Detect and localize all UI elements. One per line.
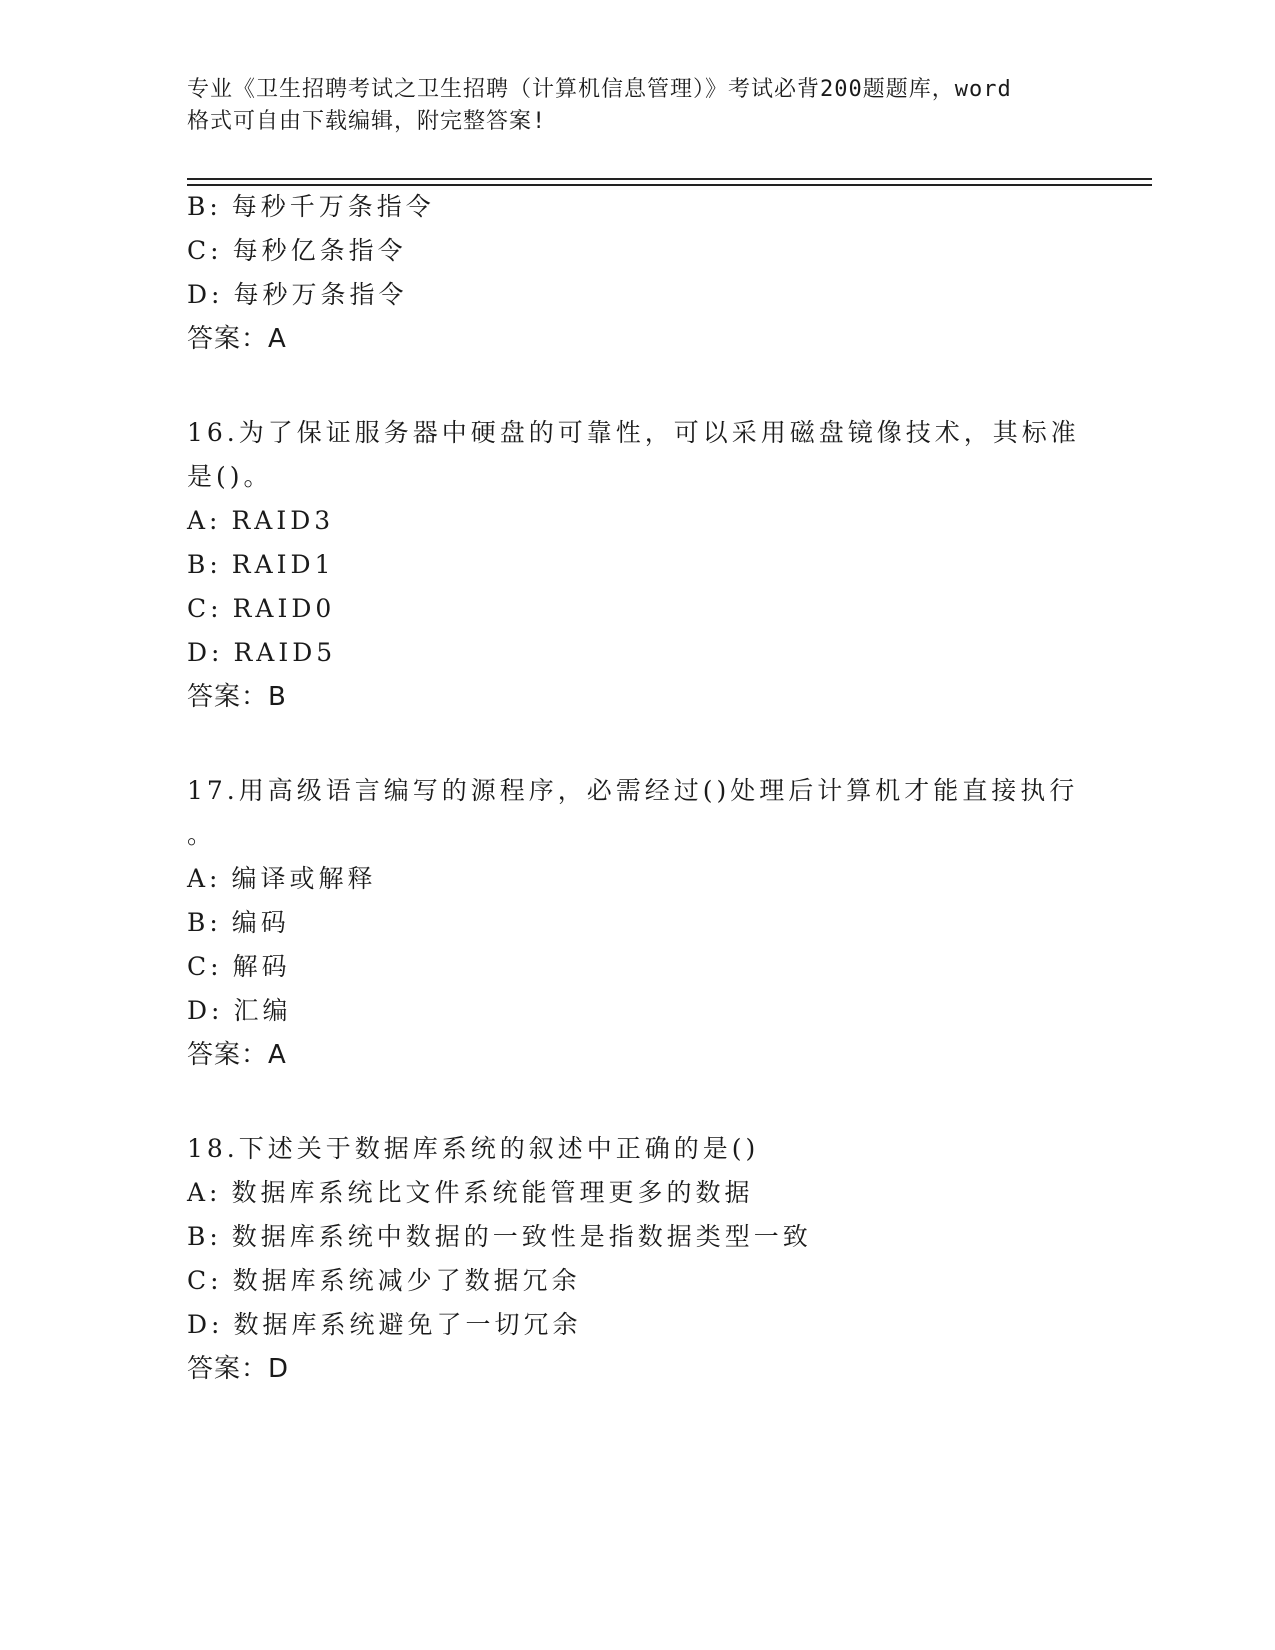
q18-answer: 答案：D xyxy=(187,1354,290,1384)
q18-option-a: A: 数据库系统比文件系统能管理更多的数据 xyxy=(187,1178,754,1207)
q18-option-b: B: 数据库系统中数据的一致性是指数据类型一致 xyxy=(187,1222,812,1251)
q16-answer: 答案：B xyxy=(187,682,287,712)
header-line-2: 格式可自由下载编辑，附完整答案! xyxy=(187,109,547,134)
q17-option-c: C: 解码 xyxy=(187,952,291,981)
q15-answer: 答案：A xyxy=(187,324,287,354)
q16-stem-line-1: 16.为了保证服务器中硬盘的可靠性，可以采用磁盘镜像技术，其标准 xyxy=(187,418,1080,447)
q17-option-a: A: 编译或解释 xyxy=(187,864,377,893)
q17-stem-line-1: 17.用高级语言编写的源程序，必需经过()处理后计算机才能直接执行 xyxy=(187,776,1079,805)
q16-stem-line-2: 是()。 xyxy=(187,462,273,491)
q15-option-d: D: 每秒万条指令 xyxy=(187,280,408,309)
q17-option-b: B: 编码 xyxy=(187,908,290,937)
q15-option-b: B: 每秒千万条指令 xyxy=(187,192,435,221)
q17-stem-line-2: 。 xyxy=(187,820,217,849)
q15-option-c: C: 每秒亿条指令 xyxy=(187,236,407,265)
q16-option-a: A: RAID3 xyxy=(187,506,335,535)
q18-option-c: C: 数据库系统减少了数据冗余 xyxy=(187,1266,581,1295)
q18-option-d: D: 数据库系统避免了一切冗余 xyxy=(187,1310,582,1339)
header-divider-top xyxy=(187,178,1152,180)
q16-option-b: B: RAID1 xyxy=(187,550,335,579)
document-header xyxy=(187,74,1087,138)
header-divider-bottom xyxy=(187,184,1152,186)
q17-answer: 答案：A xyxy=(187,1040,287,1070)
q18-stem-line-1: 18.下述关于数据库系统的叙述中正确的是() xyxy=(187,1134,760,1163)
q17-option-d: D: 汇编 xyxy=(187,996,292,1025)
header-line-1: 专业《卫生招聘考试之卫生招聘（计算机信息管理）》考试必背200题题库，word xyxy=(187,77,1012,102)
q16-option-c: C: RAID0 xyxy=(187,594,336,623)
q16-option-d: D: RAID5 xyxy=(187,638,337,667)
